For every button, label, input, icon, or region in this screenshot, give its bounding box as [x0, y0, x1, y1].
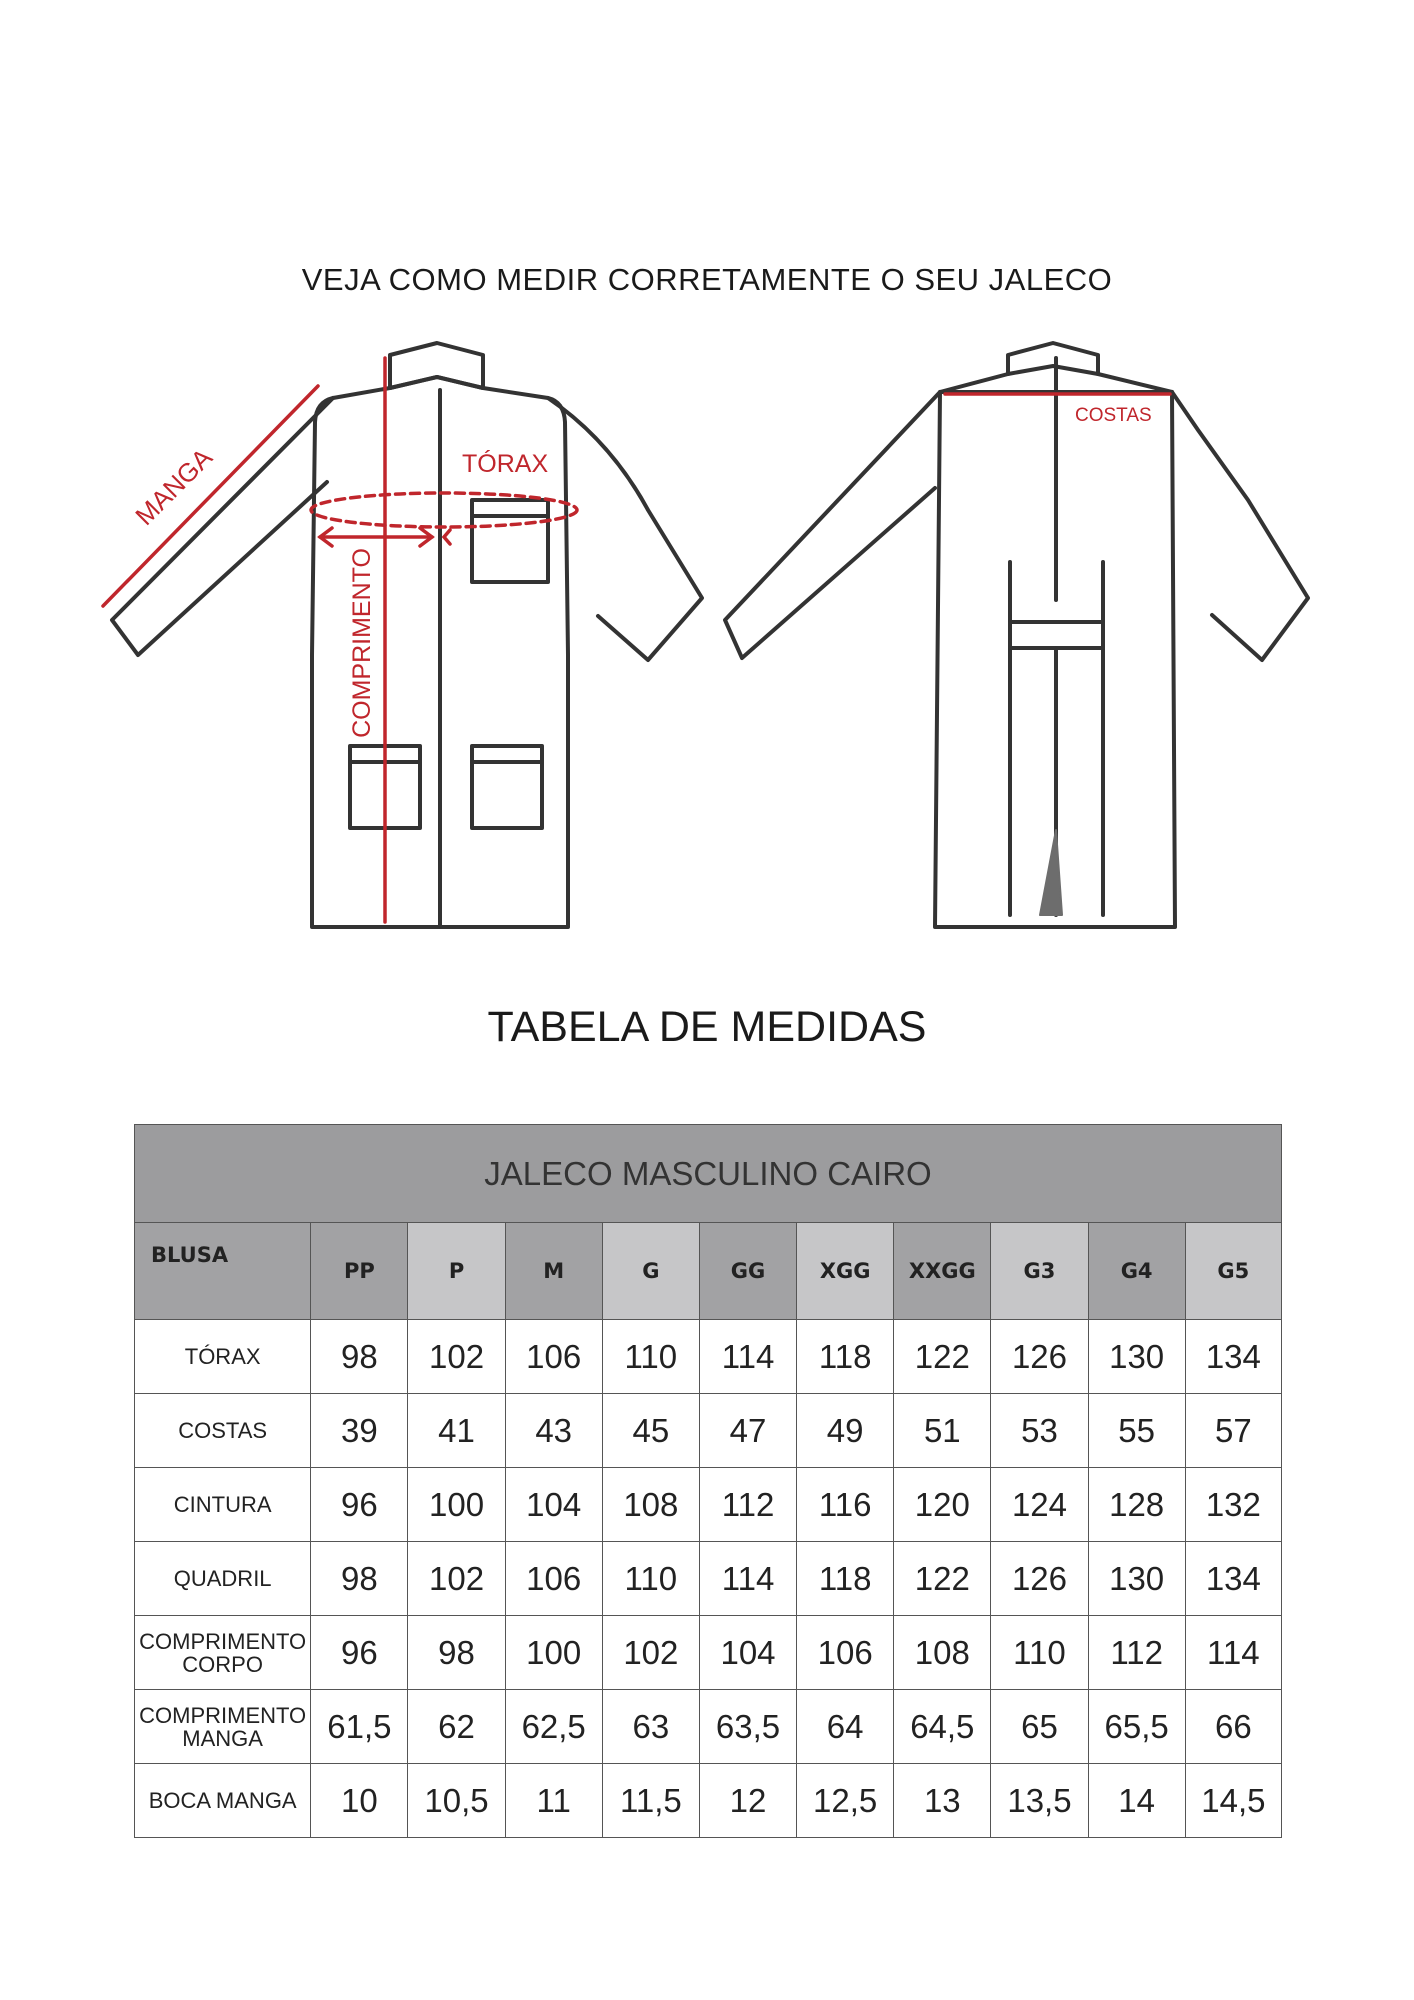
- table-cell: 114: [699, 1542, 796, 1616]
- table-cell: 120: [894, 1468, 991, 1542]
- table-cell: 132: [1185, 1468, 1281, 1542]
- table-cell: 41: [408, 1394, 505, 1468]
- table-cell: 114: [699, 1320, 796, 1394]
- row-label-line: COMPRIMENTO: [139, 1628, 307, 1654]
- row-label-line: CINTURA: [173, 1492, 272, 1517]
- size-header-g: G: [602, 1223, 699, 1320]
- size-header-p: P: [408, 1223, 505, 1320]
- table-cell: 108: [894, 1616, 991, 1690]
- blusa-header: BLUSA: [135, 1223, 311, 1320]
- row-label: [135, 1690, 311, 1764]
- table-row: [135, 1320, 1282, 1394]
- table-cell: 14,5: [1185, 1764, 1281, 1838]
- table-cell: 130: [1088, 1320, 1185, 1394]
- back-vent-shading: [1040, 830, 1062, 915]
- table-cell: 104: [505, 1468, 602, 1542]
- manga-label: MANGA: [129, 442, 218, 531]
- table-cell: 134: [1185, 1320, 1281, 1394]
- table-cell: 116: [797, 1468, 894, 1542]
- table-cell: 118: [797, 1320, 894, 1394]
- table-cell: 64,5: [894, 1690, 991, 1764]
- size-table-heading: TABELA DE MEDIDAS: [487, 1003, 927, 1051]
- row-label-line: BOCA MANGA: [148, 1788, 297, 1813]
- table-cell: 108: [602, 1468, 699, 1542]
- table-cell: 96: [311, 1616, 408, 1690]
- table-cell: 112: [699, 1468, 796, 1542]
- measure-instruction: VEJA COMO MEDIR CORRETAMENTE O SEU JALECO: [301, 262, 1113, 297]
- table-cell: 128: [1088, 1468, 1185, 1542]
- table-cell: 45: [602, 1394, 699, 1468]
- row-label-line: MANGA: [182, 1725, 263, 1751]
- front-jacket-outline: [112, 343, 702, 927]
- table-row: [135, 1394, 1282, 1468]
- table-cell: 55: [1088, 1394, 1185, 1468]
- size-header-pp: PP: [311, 1223, 408, 1320]
- table-cell: 102: [602, 1616, 699, 1690]
- table-cell: 110: [991, 1616, 1088, 1690]
- table-cell: 14: [1088, 1764, 1185, 1838]
- table-cell: 122: [894, 1542, 991, 1616]
- table-row: [135, 1616, 1282, 1690]
- table-cell: 104: [699, 1616, 796, 1690]
- table-cell: 100: [505, 1616, 602, 1690]
- size-header-g3: G3: [991, 1223, 1088, 1320]
- table-cell: 65: [991, 1690, 1088, 1764]
- table-cell: 64: [797, 1690, 894, 1764]
- table-cell: 122: [894, 1320, 991, 1394]
- table-cell: 100: [408, 1468, 505, 1542]
- table-cell: 62,5: [505, 1690, 602, 1764]
- table-cell: 110: [602, 1542, 699, 1616]
- size-header-m: M: [505, 1223, 602, 1320]
- table-row: [135, 1690, 1282, 1764]
- table-cell: 47: [699, 1394, 796, 1468]
- size-header-g5: G5: [1185, 1223, 1281, 1320]
- table-cell: 134: [1185, 1542, 1281, 1616]
- table-cell: 130: [1088, 1542, 1185, 1616]
- table-cell: 39: [311, 1394, 408, 1468]
- row-label: [135, 1542, 311, 1616]
- table-cell: 124: [991, 1468, 1088, 1542]
- table-row: [135, 1468, 1282, 1542]
- table-cell: 61,5: [311, 1690, 408, 1764]
- table-cell: 98: [408, 1616, 505, 1690]
- table-cell: 11,5: [602, 1764, 699, 1838]
- row-label: [135, 1764, 311, 1838]
- row-label-line: COSTAS: [178, 1418, 268, 1443]
- table-cell: 10,5: [408, 1764, 505, 1838]
- table-cell: 13,5: [991, 1764, 1088, 1838]
- row-label-line: CORPO: [182, 1651, 263, 1677]
- table-cell: 63,5: [699, 1690, 796, 1764]
- table-cell: 98: [311, 1320, 408, 1394]
- table-cell: 102: [408, 1320, 505, 1394]
- table-cell: 98: [311, 1542, 408, 1616]
- table-cell: 126: [991, 1320, 1088, 1394]
- row-label: [135, 1616, 311, 1690]
- chest-measure-ellipse: [311, 493, 577, 527]
- size-header-gg: GG: [699, 1223, 796, 1320]
- table-cell: 10: [311, 1764, 408, 1838]
- table-cell: 110: [602, 1320, 699, 1394]
- sleeve-measure-line: [103, 386, 318, 606]
- table-cell: 96: [311, 1468, 408, 1542]
- row-label: [135, 1468, 311, 1542]
- table-cell: 13: [894, 1764, 991, 1838]
- table-cell: 106: [797, 1616, 894, 1690]
- table-cell: 11: [505, 1764, 602, 1838]
- table-row: [135, 1764, 1282, 1838]
- table-cell: 66: [1185, 1690, 1281, 1764]
- table-cell: 53: [991, 1394, 1088, 1468]
- size-header-g4: G4: [1088, 1223, 1185, 1320]
- comprimento-label: COMPRIMENTO: [348, 548, 376, 738]
- product-name: JALECO MASCULINO CAIRO: [135, 1125, 1282, 1223]
- table-cell: 102: [408, 1542, 505, 1616]
- row-label: [135, 1320, 311, 1394]
- size-header-xgg: XGG: [797, 1223, 894, 1320]
- table-cell: 62: [408, 1690, 505, 1764]
- row-label: [135, 1394, 311, 1468]
- table-cell: 65,5: [1088, 1690, 1185, 1764]
- table-cell: 49: [797, 1394, 894, 1468]
- costas-label: COSTAS: [1075, 405, 1152, 426]
- table-cell: 126: [991, 1542, 1088, 1616]
- table-cell: 12: [699, 1764, 796, 1838]
- table-cell: 57: [1185, 1394, 1281, 1468]
- row-label-line: COMPRIMENTO: [139, 1702, 307, 1728]
- table-cell: 112: [1088, 1616, 1185, 1690]
- back-jacket-outline: [725, 343, 1308, 927]
- jacket-diagram: [0, 330, 1414, 950]
- table-cell: 43: [505, 1394, 602, 1468]
- table-row: [135, 1542, 1282, 1616]
- table-cell: 51: [894, 1394, 991, 1468]
- table-cell: 114: [1185, 1616, 1281, 1690]
- row-label-line: QUADRIL: [173, 1566, 272, 1591]
- table-cell: 63: [602, 1690, 699, 1764]
- size-table: [134, 1124, 1282, 1838]
- row-label-line: TÓRAX: [184, 1344, 261, 1369]
- table-cell: 106: [505, 1542, 602, 1616]
- table-cell: 12,5: [797, 1764, 894, 1838]
- table-cell: 118: [797, 1542, 894, 1616]
- table-cell: 106: [505, 1320, 602, 1394]
- size-header-xxgg: XXGG: [894, 1223, 991, 1320]
- torax-label: TÓRAX: [462, 450, 549, 478]
